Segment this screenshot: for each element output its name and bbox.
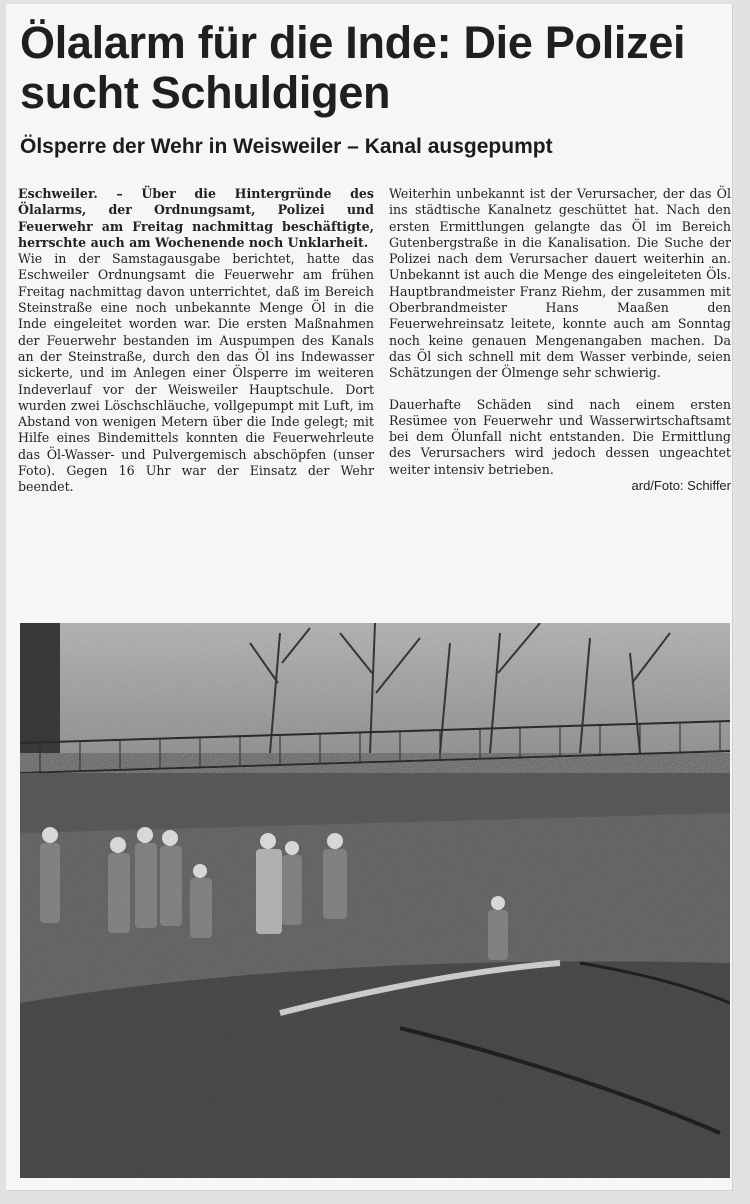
- article-paragraph: Dauerhafte Schäden sind nach einem ersten Resümee von Feuerwehr und Wasserwirtschaftsamt bei dem Ölunfall nicht entstanden. Die Ermittlung des Verursachers wird jedoch dessen ungeachtet weiter intensiv betrieben.: [389, 396, 731, 477]
- article-column-left: [18, 186, 374, 496]
- photo-firefighters-oil-barrier: [20, 623, 730, 1178]
- article-lead: Eschweiler. – Über die Hintergründe des Ölalarms, der Ordnungsamt, Polizei und Feuerwehr am Freitag nachmittag beschäftigte, herrschte auch am Wochenende noch Unklarheit.: [18, 186, 374, 250]
- article-paragraph: Wie in der Samstagausgabe berichtet, hatte das Eschweiler Ordnungsamt die Feuerwehr am frühen Freitag nachmittag davon unterrichtet, daß im Bereich Steinstraße eine noch unbekannte Menge Öl in die Inde eingeleitet worden war. Die ersten Maßnahmen der Feuerwehr bestanden im Auspumpen des Kanals an der Steinstraße, durch den das Öl ins Indewasser sickerte, und im Anlegen einer Ölsperre im weiteren Indeverlauf vor der Weisweiler Hauptschule. Dort wurden zwei Löschschläuche, vollgepumpt mit Luft, im Abstand von wenigen Metern über die Inde gelegt; mit Hilfe eines Bindemittels konnten die Feuerwehrleute das Öl-Wasser- und Pulvergemisch abschöpfen (unser Foto). Gegen 16 Uhr war der Einsatz der Wehr beendet.: [18, 251, 374, 495]
- article-column-right: [389, 186, 731, 494]
- subheadline: Ölsperre der Wehr in Weisweiler – Kanal ausgepumpt: [20, 135, 553, 158]
- headline: Ölalarm für die Inde: Die Polizei sucht Schuldigen: [20, 17, 686, 118]
- news-photo: [20, 623, 730, 1178]
- article-paragraph: Weiterhin unbekannt ist der Verursacher, der das Öl ins städtische Kanalnetz geschüttet hat. Nach den ersten Ermittlungen gelangte das Öl im Bereich Gutenbergstraße in die Kanalisation. Die Suche der Polizei nach dem Verursacher dauert weiterhin an. Unbekannt ist auch die Menge des eingeleiteten Öls. Hauptbrandmeister Franz Riehm, der zusammen mit Oberbrandmeister Hans Maaßen den Feuerwehreinsatz leitete, konnte auch am Sonntag noch keine genauen Mengenangaben machen. Da das Öl sich schnell mit dem Wasser verbinde, seien Schätzungen der Ölmenge sehr schwierig.: [389, 186, 731, 381]
- photo-credit: ard/Foto: Schiffer: [631, 478, 731, 494]
